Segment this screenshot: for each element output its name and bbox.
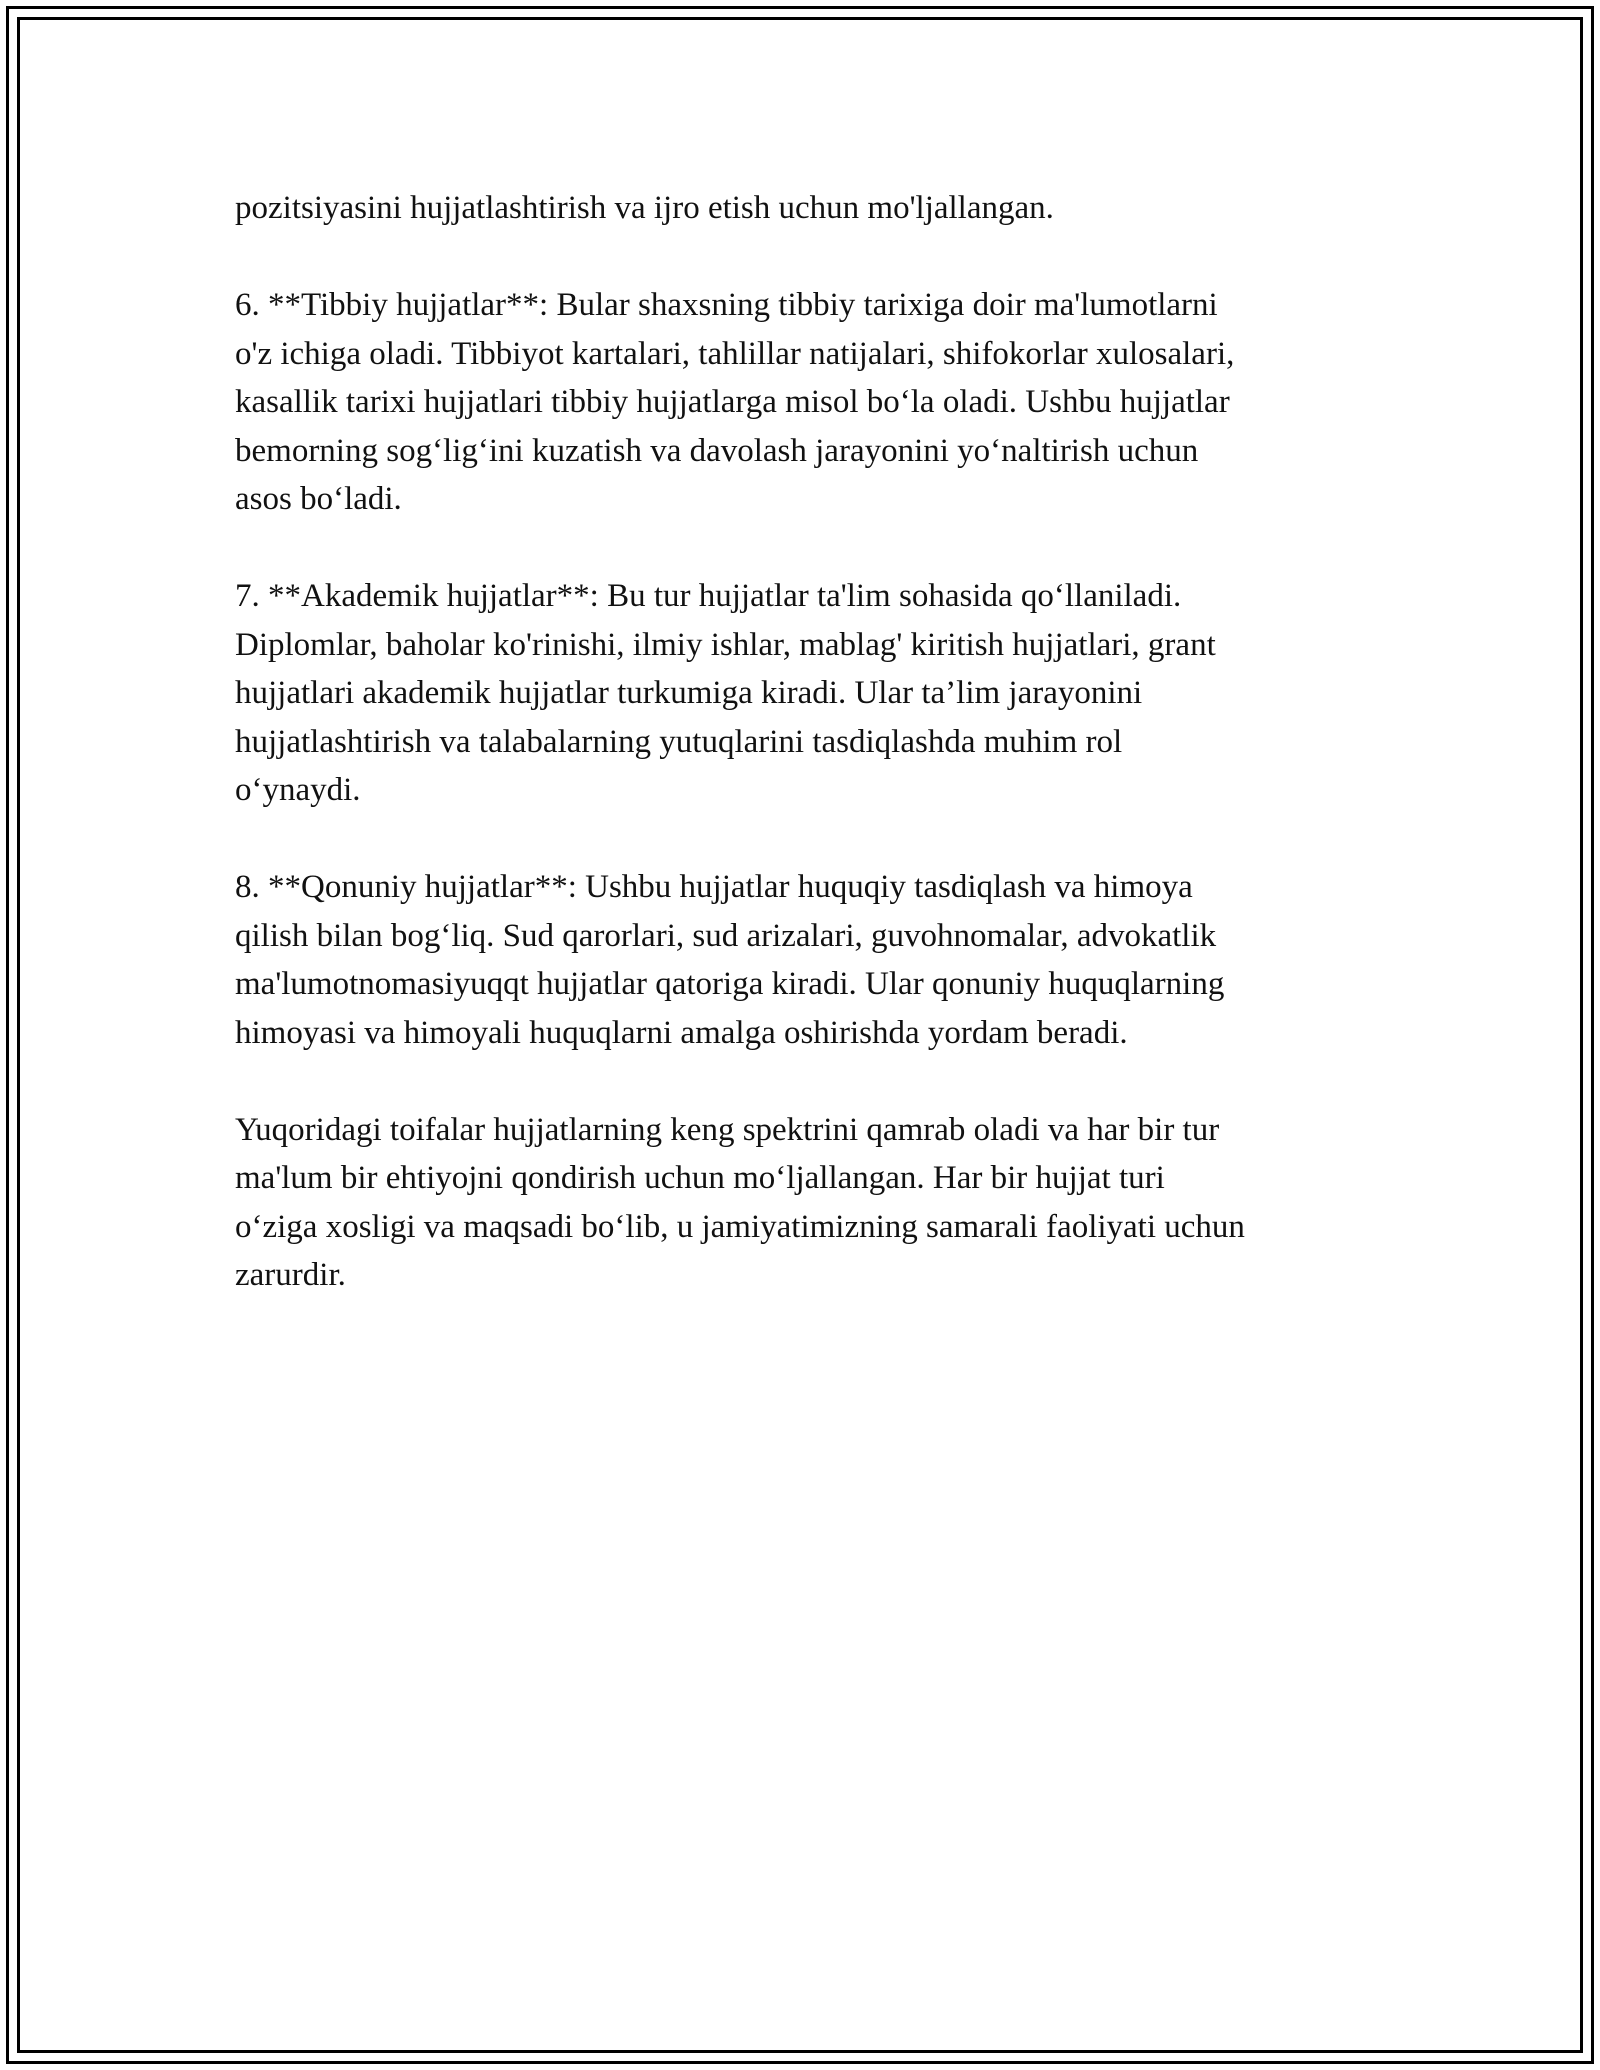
text-line: hujjatlari akademik hujjatlar turkumiga kiradi. Ular ta’lim jarayonini — [235, 675, 1143, 711]
text-line: qilish bilan bog‘liq. Sud qarorlari, sud arizalari, guvohnomalar, advokatlik — [235, 917, 1217, 954]
text-line: Diplomlar, baholar ko'rinishi, ilmiy ishlar, mablag' kiritish hujjatlari, grant — [235, 626, 1216, 663]
text-line: o'z ichiga oladi. Tibbiyot kartalari, tahlillar natijalari, shifokorlar xulosalari, — [235, 335, 1235, 372]
text-line: himoyasi va himoyali huquqlarni amalga oshirishda yordam beradi. — [235, 1014, 1128, 1051]
paragraph-academic-documents — [235, 572, 1385, 815]
text-line: pozitsiyasini hujjatlashtirish va ijro etish uchun mo'ljallangan. — [235, 190, 1054, 226]
paragraph-conclusion — [235, 1106, 1385, 1300]
text-line: o‘ynaydi. — [235, 772, 361, 808]
text-line: 6. **Tibbiy hujjatlar**: Bular shaxsning tibbiy tarixiga doir ma'lumotlarni — [235, 287, 1218, 323]
text-line: bemorning sog‘lig‘ini kuzatish va davolash jarayonini yo‘naltirish uchun — [235, 432, 1199, 469]
text-line: 8. **Qonuniy hujjatlar**: Ushbu hujjatlar huquqiy tasdiqlash va himoya — [235, 869, 1193, 905]
paragraph-intro-continuation — [235, 184, 1385, 233]
text-line: asos bo‘ladi. — [235, 481, 402, 517]
text-line: 7. **Akademik hujjatlar**: Bu tur hujjatlar ta'lim sohasida qo‘llaniladi. — [235, 578, 1182, 614]
text-line: hujjatlashtirish va talabalarning yutuqlarini tasdiqlashda muhim rol — [235, 723, 1123, 760]
text-line: o‘ziga xosligi va maqsadi bo‘lib, u jamiyatimizning samarali faoliyati uchun — [235, 1208, 1245, 1245]
document-body — [235, 184, 1385, 1348]
paragraph-legal-documents — [235, 863, 1385, 1057]
text-line: kasallik tarixi hujjatlari tibbiy hujjatlarga misol bo‘la oladi. Ushbu hujjatlar — [235, 384, 1230, 420]
paragraph-medical-documents — [235, 281, 1385, 524]
text-line: ma'lumotnomasiyuqqt hujjatlar qatoriga kiradi. Ular qonuniy huquqlarning — [235, 966, 1225, 1002]
text-line: ma'lum bir ehtiyojni qondirish uchun mo‘ljallangan. Har bir hujjat turi — [235, 1160, 1165, 1196]
text-line: Yuqoridagi toifalar hujjatlarning keng spektrini qamrab oladi va har bir tur — [235, 1111, 1220, 1148]
text-line: zarurdir. — [235, 1257, 346, 1293]
